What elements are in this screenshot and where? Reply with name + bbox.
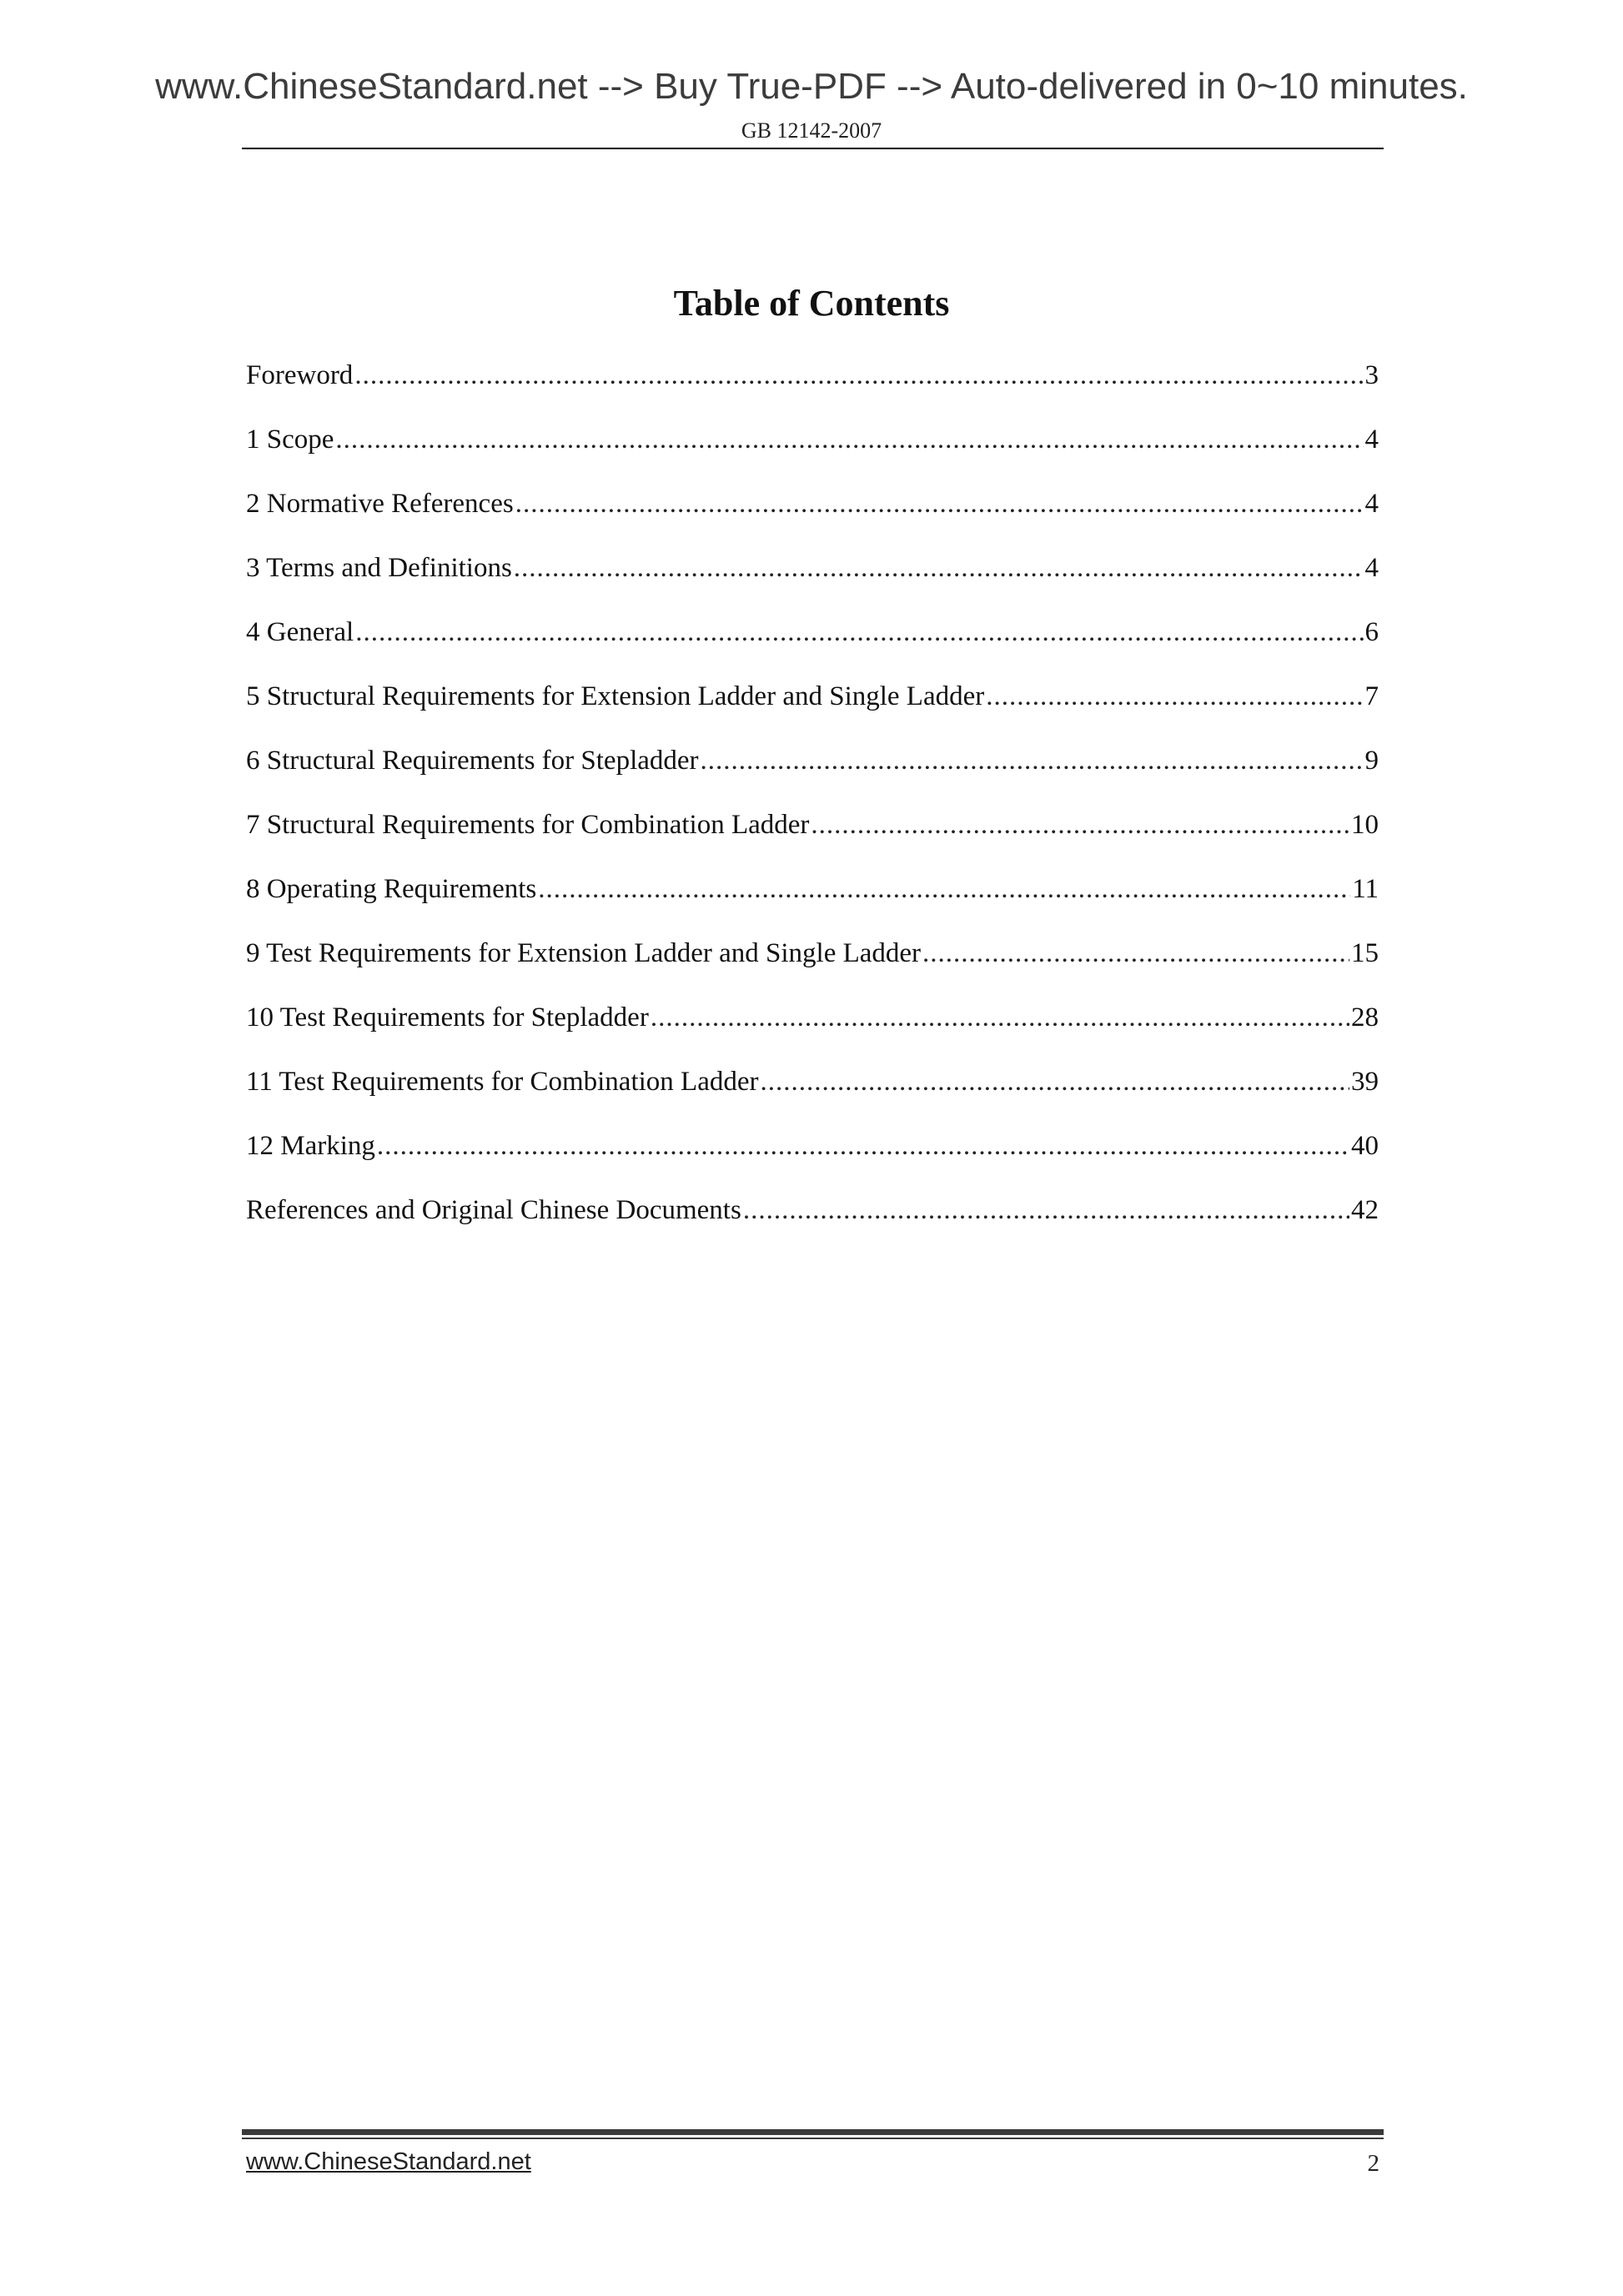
- toc-dot-leader: [811, 810, 1349, 841]
- toc-entry-page: 3: [1364, 360, 1379, 390]
- toc-entry-test-extension-single[interactable]: [246, 938, 1379, 1002]
- toc-entry-label: 6 Structural Requirements for Stepladder: [246, 746, 699, 776]
- toc-entry-page: 28: [1351, 1002, 1379, 1032]
- toc-entry-label: 8 Operating Requirements: [246, 874, 537, 904]
- toc-dot-leader: [986, 681, 1363, 712]
- toc-entry-marking[interactable]: [246, 1131, 1379, 1195]
- toc-dot-leader: [651, 1002, 1349, 1033]
- toc-entry-structural-stepladder[interactable]: [246, 746, 1379, 810]
- header-banner[interactable]: www.ChineseStandard.net --> Buy True-PDF --> Auto-delivered in 0~10 minutes.: [155, 66, 1468, 107]
- toc-dot-leader: [377, 1131, 1349, 1162]
- toc-dot-leader: [514, 553, 1364, 584]
- toc-dot-leader: [335, 425, 1363, 455]
- toc-dot-leader: [515, 489, 1364, 520]
- toc-entry-label: Foreword: [246, 360, 354, 390]
- toc-entry-references-original-docs[interactable]: [246, 1195, 1379, 1259]
- toc-entry-foreword[interactable]: [246, 360, 1379, 425]
- toc-entry-label: 11 Test Requirements for Combination Ladder: [246, 1067, 759, 1097]
- toc-dot-leader: [354, 360, 1363, 391]
- toc-entry-page: 6: [1364, 617, 1379, 647]
- header-divider: [242, 148, 1384, 149]
- toc-entry-label: 7 Structural Requirements for Combination Ladder: [246, 810, 810, 840]
- toc-entry-scope[interactable]: [246, 425, 1379, 489]
- footer-website-link[interactable]: www.ChineseStandard.net: [246, 2148, 531, 2175]
- toc-entry-page: 4: [1364, 489, 1379, 519]
- toc-entry-label: 5 Structural Requirements for Extension Ladder and Single Ladder: [246, 681, 985, 711]
- toc-entry-label: 3 Terms and Definitions: [246, 553, 512, 583]
- toc-entry-page: 15: [1351, 938, 1379, 968]
- toc-dot-leader: [743, 1195, 1349, 1226]
- toc-entry-label: 12 Marking: [246, 1131, 375, 1161]
- table-of-contents: [246, 360, 1379, 1259]
- toc-entry-page: 4: [1364, 425, 1379, 455]
- toc-entry-normative-references[interactable]: [246, 489, 1379, 553]
- toc-dot-leader: [760, 1067, 1349, 1098]
- toc-dot-leader: [538, 874, 1350, 905]
- toc-entry-page: 39: [1351, 1067, 1379, 1097]
- toc-entry-page: 10: [1351, 810, 1379, 840]
- toc-entry-test-combination[interactable]: [246, 1067, 1379, 1131]
- toc-entry-general[interactable]: [246, 617, 1379, 681]
- toc-entry-operating-requirements[interactable]: [246, 874, 1379, 938]
- toc-entry-label: 9 Test Requirements for Extension Ladder and Single Ladder: [246, 938, 922, 968]
- toc-entry-test-stepladder[interactable]: [246, 1002, 1379, 1067]
- toc-title: Table of Contents: [673, 283, 950, 324]
- toc-entry-page: 7: [1364, 681, 1379, 711]
- toc-entry-page: 42: [1351, 1195, 1379, 1225]
- toc-entry-label: 1 Scope: [246, 425, 334, 455]
- toc-entry-page: 40: [1351, 1131, 1379, 1161]
- document-code: GB 12142-2007: [741, 118, 882, 143]
- toc-entry-label: References and Original Chinese Documents: [246, 1195, 741, 1225]
- toc-dot-leader: [701, 746, 1364, 776]
- toc-entry-structural-extension-single[interactable]: [246, 681, 1379, 746]
- toc-entry-label: 4 General: [246, 617, 354, 647]
- toc-entry-label: 2 Normative References: [246, 489, 514, 519]
- toc-entry-label: 10 Test Requirements for Stepladder: [246, 1002, 649, 1032]
- footer-page-number: 2: [1367, 2150, 1379, 2177]
- toc-dot-leader: [355, 617, 1363, 648]
- toc-entry-page: 4: [1364, 553, 1379, 583]
- footer-divider-thick: [242, 2129, 1384, 2135]
- toc-entry-terms-definitions[interactable]: [246, 553, 1379, 617]
- toc-entry-page: 9: [1364, 746, 1379, 776]
- footer-divider-thin: [242, 2138, 1384, 2139]
- toc-dot-leader: [922, 938, 1349, 969]
- toc-entry-page: 11: [1352, 874, 1379, 904]
- toc-entry-structural-combination[interactable]: [246, 810, 1379, 874]
